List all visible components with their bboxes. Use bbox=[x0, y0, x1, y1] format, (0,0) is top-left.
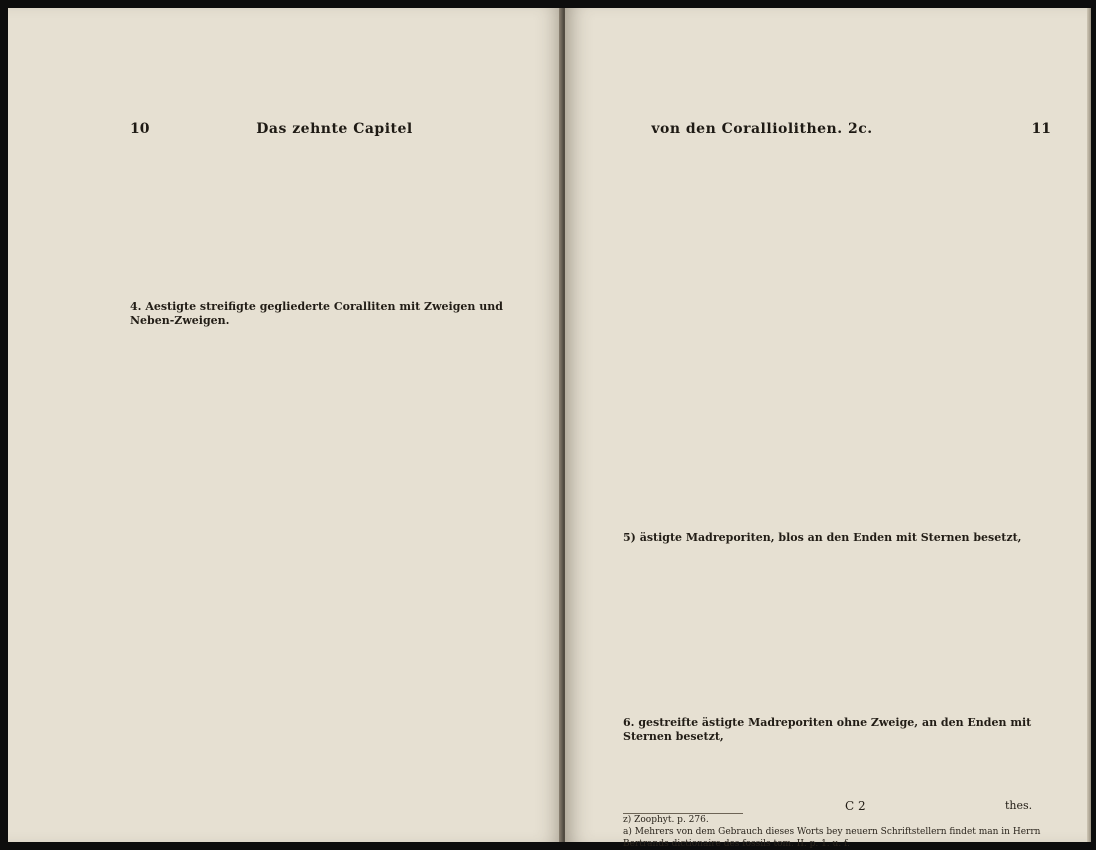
left-page-header bbox=[130, 118, 539, 140]
right-section-heading-6: 6. gestreifte ästigte Madreporiten ohne Zweige, an den Enden mit Sternen besetzt, bbox=[623, 716, 1032, 743]
catchword: thes. bbox=[1005, 799, 1033, 812]
signature-mark: C 2 bbox=[845, 799, 866, 813]
right-page-header bbox=[623, 118, 1051, 140]
left-running-head: Das zehnte Capitel bbox=[256, 121, 413, 137]
footnote-z: z) Zoophyt. p. 276. bbox=[623, 815, 709, 825]
right-page-number: 11 bbox=[1031, 121, 1051, 137]
right-section-heading-5: 5) ästigte Madreporiten, blos an den Enden mit Sternen besetzt, bbox=[623, 531, 1022, 544]
footnote-a: a) Mehrers von dem Gebrauch dieses Worts bey neuern Schriftstellern findet man in Herrn Bertrands dictionaire des fossils tom. II. p. 1. u. f. bbox=[623, 827, 1041, 849]
left-section-heading-4: 4. Aestigte streifigte gegliederte Coralliten mit Zweigen und Neben-Zweigen. bbox=[130, 300, 503, 327]
left-page bbox=[8, 8, 564, 842]
left-page-number: 10 bbox=[130, 121, 150, 137]
right-running-head: von den Coralliolithen. 2c. bbox=[651, 121, 873, 137]
right-page bbox=[565, 8, 1091, 849]
page-edges bbox=[1087, 8, 1091, 842]
